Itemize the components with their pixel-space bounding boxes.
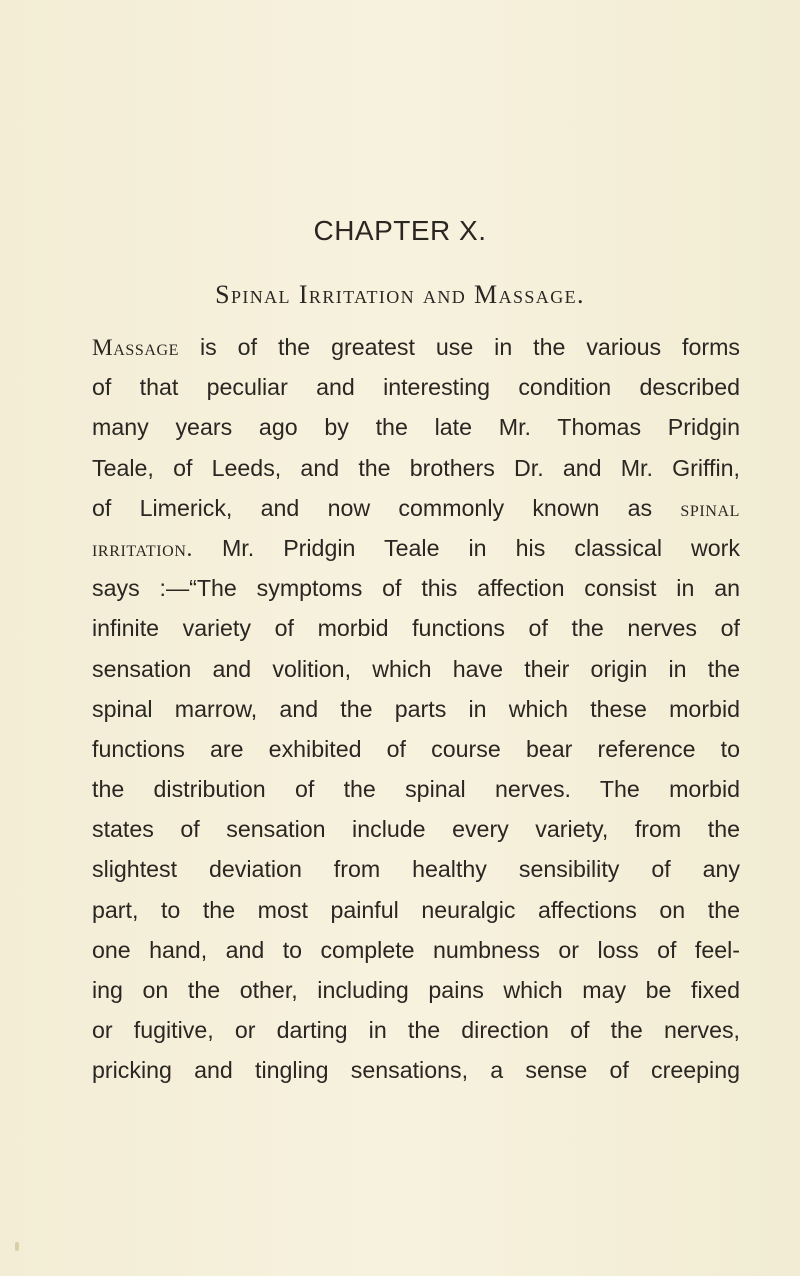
text-line — [92, 407, 740, 447]
text-run: Teale, of Leeds, and the brothers Dr. and Mr. Griffin, — [92, 454, 740, 481]
body-paragraph — [92, 327, 740, 1091]
text-line — [92, 769, 740, 809]
text-line — [92, 1010, 740, 1050]
small-caps-term: irritation. — [92, 535, 193, 562]
text-run: slightest deviation from healthy sensibility of any — [92, 856, 740, 883]
text-line — [92, 488, 740, 528]
text-line — [92, 970, 740, 1010]
chapter-heading: CHAPTER X. — [313, 215, 487, 246]
text-run: Mr. Pridgin Teale in his classical work — [192, 534, 740, 561]
text-run: of that peculiar and interesting condition described — [92, 374, 740, 401]
page-blemish — [15, 1242, 19, 1251]
text-line — [92, 327, 740, 367]
text-line — [92, 649, 740, 689]
text-run: part, to the most painful neuralgic affections on the — [92, 896, 740, 923]
text-run: one hand, and to complete numbness or loss of feel- — [92, 936, 740, 963]
chapter-subtitle: Spinal Irritation and Massage. — [215, 280, 585, 309]
text-run: many years ago by the late Mr. Thomas Pridgin — [92, 414, 740, 441]
text-line — [92, 568, 740, 608]
text-run: spinal marrow, and the parts in which these morbid — [92, 695, 740, 722]
text-run: says :—“The symptoms of this affection consist in an — [92, 575, 740, 602]
text-line — [92, 528, 740, 568]
text-line — [92, 809, 740, 849]
text-line — [92, 729, 740, 769]
text-run: or fugitive, or darting in the direction of the nerves, — [92, 1017, 740, 1044]
small-caps-term: spinal — [680, 495, 740, 522]
text-run: sensation and volition, which have their origin in the — [92, 655, 740, 682]
text-line — [92, 849, 740, 889]
text-line — [92, 689, 740, 729]
text-run: ing on the other, including pains which may be fixed — [92, 977, 740, 1003]
text-line — [92, 367, 740, 407]
text-line — [92, 890, 740, 930]
text-line — [92, 448, 740, 488]
text-line — [92, 608, 740, 648]
text-run: pricking and tingling sensations, a sense of creeping — [92, 1057, 740, 1084]
text-line — [92, 930, 740, 970]
text-line — [92, 1050, 740, 1090]
text-run: infinite variety of morbid functions of the nerves of — [92, 615, 740, 642]
text-run: functions are exhibited of course bear reference to — [92, 735, 740, 762]
text-run: the distribution of the spinal nerves. The morbid — [92, 776, 740, 803]
text-run: states of sensation include every variety, from the — [92, 816, 740, 843]
text-run: of Limerick, and now commonly known as — [92, 494, 681, 521]
small-caps-term: Massage — [92, 335, 180, 361]
text-run: is of the greatest use in the various forms — [179, 334, 740, 360]
